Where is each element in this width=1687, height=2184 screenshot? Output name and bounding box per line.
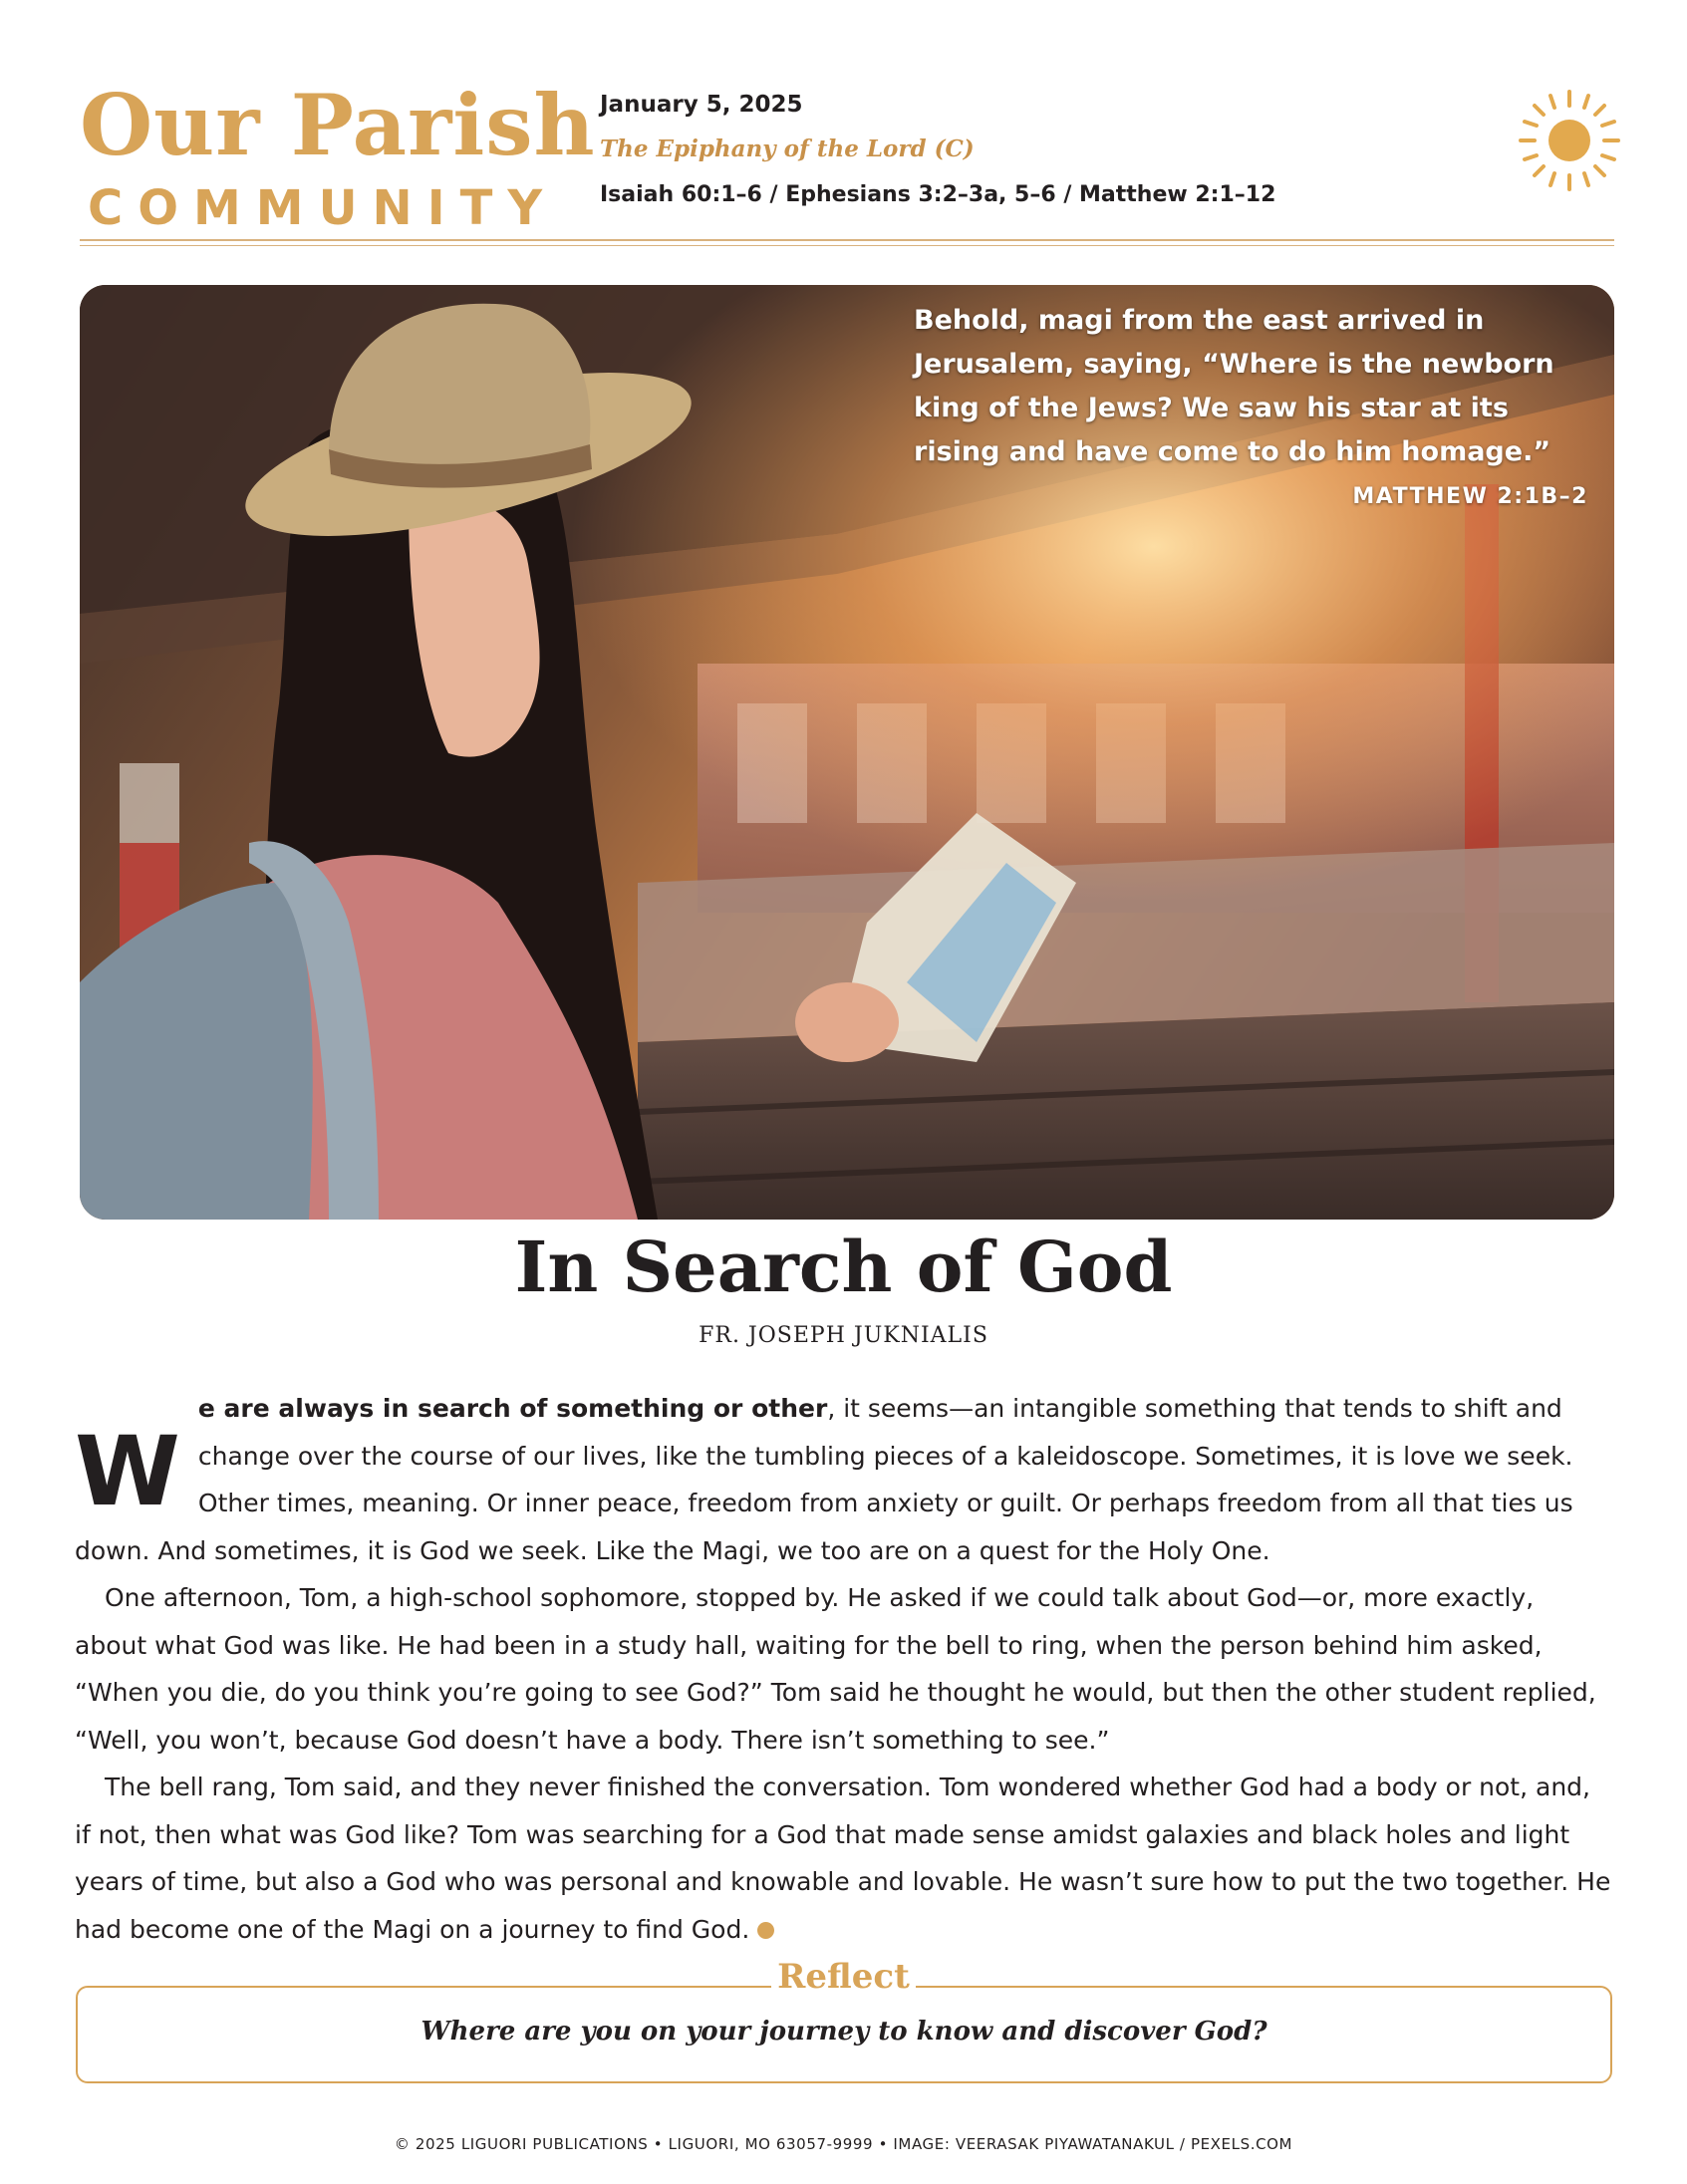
article-byline: FR. JOSEPH JUKNIALIS	[699, 1323, 988, 1348]
scripture-readings: Isaiah 60:1–6 / Ephesians 3:2–3a, 5–6 / Matthew 2:1–12	[600, 182, 1276, 207]
masthead-rule-thin	[80, 245, 1614, 246]
paragraph-1-text: , it seems—an intangible something that tends to shift and change over the course of our lives, like the tumbling pieces of a kaleidoscope. Sometimes, it is love we seek. Other times, meaning. Or inner peace, freedom from anxiety or guilt. Or perhaps freedom from all that ties us down. And sometimes, it is God we seek. Like the Magi, we too are on a quest for the Holy One.	[75, 1394, 1573, 1565]
article-paragraph-1	[75, 1385, 1612, 1574]
page-footer: © 2025 LIGUORI PUBLICATIONS • LIGUORI, MO 63057-9999 • IMAGE: VEERASAK PIYAWATANAKUL / PEXELS.COM	[394, 2135, 1293, 2153]
quote-citation: MATTHEW 2:1B–2	[1352, 484, 1588, 509]
reflect-question: Where are you on your journey to know and discover God?	[421, 2017, 1267, 2047]
masthead	[80, 78, 1614, 247]
issue-date: January 5, 2025	[600, 92, 803, 118]
end-mark-icon	[757, 1922, 774, 1939]
article-body	[75, 1385, 1612, 1953]
brand-subtitle: COMMUNITY	[88, 180, 558, 236]
feast-name: The Epiphany of the Lord (C)	[600, 136, 975, 162]
article-paragraph-2: One afternoon, Tom, a high-school sophomore, stopped by. He asked if we could talk about God—or, more exactly, about what God was like. He had been in a study hall, waiting for the bell to ring, when the person behind him asked, “When you die, do you think you’re going to see God?” Tom said he thought he would, but then the other student replied, “Well, you won’t, because God doesn’t have a body. There isn’t something to see.”	[75, 1583, 1596, 1755]
scripture-quote: Behold, magi from the east arrived in Jerusalem, saying, “Where is the newborn king of the Jews? We saw his star at its rising and have come to do him homage.”	[914, 305, 1554, 467]
lead-in: e are always in search of something or other	[197, 1394, 828, 1423]
issue-info	[600, 88, 1275, 212]
reflect-label: Reflect	[771, 1957, 916, 1997]
reflect-heading	[0, 1955, 1687, 1999]
sun-icon	[1515, 86, 1624, 195]
drop-cap: W	[75, 1416, 180, 1527]
article-paragraph-3	[75, 1764, 1612, 1953]
brand-title: Our Parish	[80, 76, 596, 174]
article-title: In Search of God	[514, 1226, 1173, 1308]
masthead-rule	[80, 239, 1614, 241]
paragraph-3-text: The bell rang, Tom said, and they never finished the conversation. Tom wondered whether God had a body or not, and, if not, then what was God like? Tom was searching for a God that made sense amidst galaxies and black holes and light years of time, but also a God who was personal and knowable and lovable. He wasn’t sure how to put the two together. He had become one of the Magi on a journey to find God.	[75, 1773, 1611, 1944]
hero-photo	[80, 285, 1614, 1220]
